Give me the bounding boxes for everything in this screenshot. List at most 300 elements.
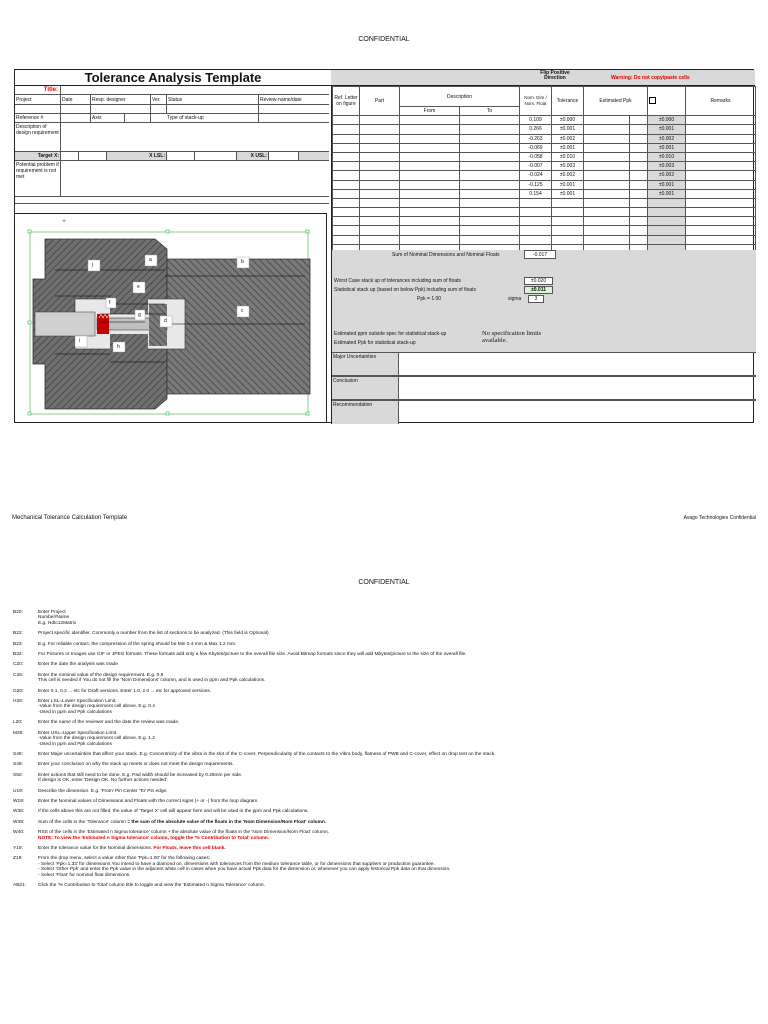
instruction-item bbox=[13, 883, 755, 888]
nom-cell[interactable] bbox=[520, 208, 552, 217]
nom-cell[interactable]: 0.154 bbox=[520, 189, 552, 198]
instructions-list bbox=[13, 610, 755, 893]
remarks-cell[interactable] bbox=[686, 217, 756, 226]
callout-i bbox=[75, 336, 87, 347]
nom-cell[interactable]: 0.266 bbox=[520, 125, 552, 134]
callout-g-label: g bbox=[138, 312, 141, 318]
to-cell[interactable] bbox=[460, 134, 520, 143]
instruction-note: For Floats, leave this cell blank. bbox=[153, 845, 226, 851]
ref-cell[interactable] bbox=[333, 143, 360, 152]
conclusion-input[interactable] bbox=[399, 377, 756, 399]
ppk-cell[interactable] bbox=[584, 217, 648, 226]
instruction-body: Enter the Nominal values of Dimensions and Floats with the correct signs (+ or -) from the loop diagram. bbox=[38, 798, 259, 804]
part-cell[interactable] bbox=[360, 235, 400, 244]
ref-cell[interactable] bbox=[333, 162, 360, 171]
ref-cell[interactable] bbox=[333, 171, 360, 180]
remarks-cell[interactable] bbox=[686, 143, 756, 152]
ppk-cell[interactable] bbox=[584, 134, 648, 143]
instruction-body: Describe the dimension. E.g. 'From' Pin Center 'To' Pin edge. bbox=[38, 788, 168, 794]
to-cell[interactable] bbox=[460, 208, 520, 217]
from-cell[interactable] bbox=[400, 198, 460, 207]
table-row bbox=[333, 116, 756, 125]
sigma-tol-cell[interactable] bbox=[648, 235, 686, 244]
part-cell[interactable] bbox=[360, 134, 400, 143]
nom-cell[interactable] bbox=[520, 226, 552, 235]
spacer-row bbox=[15, 197, 329, 204]
part-cell[interactable] bbox=[360, 217, 400, 226]
ref-cell[interactable] bbox=[333, 134, 360, 143]
instruction-item bbox=[13, 846, 755, 851]
instruction-text bbox=[38, 699, 755, 715]
instruction-item bbox=[13, 662, 755, 667]
from-cell[interactable] bbox=[400, 171, 460, 180]
to-cell[interactable] bbox=[460, 152, 520, 161]
sigma-label: sigma bbox=[508, 296, 522, 302]
reference-input[interactable] bbox=[61, 114, 91, 122]
instruction-body: If the cells above this are not filled, the value of 'Target X' cell will appear here and will be used in the ppm and Ppk calculations. bbox=[38, 809, 309, 815]
remarks-cell[interactable] bbox=[686, 116, 756, 125]
ppk-cell[interactable] bbox=[584, 152, 648, 161]
checkbox-icon[interactable] bbox=[649, 97, 656, 104]
instruction-text bbox=[38, 789, 755, 794]
sigma-tol-cell[interactable] bbox=[648, 198, 686, 207]
tol-cell[interactable] bbox=[552, 235, 584, 244]
reference-label: Reference # bbox=[15, 114, 61, 122]
to-cell[interactable] bbox=[460, 143, 520, 152]
title-label: Title: bbox=[15, 86, 61, 94]
ref-cell[interactable] bbox=[333, 217, 360, 226]
instruction-text bbox=[38, 610, 755, 626]
no-spec-note: No specification limits available. bbox=[482, 330, 542, 344]
designer-input[interactable] bbox=[91, 105, 151, 113]
ppk-select[interactable] bbox=[584, 171, 630, 179]
instruction-text bbox=[38, 752, 755, 757]
table-row bbox=[333, 217, 756, 226]
nom-cell[interactable]: -0.263 bbox=[520, 134, 552, 143]
nom-cell[interactable]: 0.109 bbox=[520, 116, 552, 125]
target-input[interactable] bbox=[61, 152, 79, 160]
to-cell[interactable] bbox=[460, 125, 520, 134]
table-row bbox=[333, 208, 756, 217]
dimension-grid bbox=[332, 86, 756, 254]
tol-cell[interactable]: ±0.001 bbox=[552, 125, 584, 134]
ppk-cell[interactable] bbox=[584, 208, 648, 217]
callout-a-label: a bbox=[149, 257, 152, 263]
instruction-item bbox=[13, 631, 755, 636]
from-cell[interactable] bbox=[400, 208, 460, 217]
sigma-tol-cell[interactable]: ±0.002 bbox=[648, 171, 686, 180]
ppk-select[interactable] bbox=[584, 181, 630, 189]
description-input[interactable] bbox=[61, 123, 329, 151]
type-label: Type of stack-up bbox=[151, 114, 259, 122]
to-cell[interactable] bbox=[460, 171, 520, 180]
instruction-text bbox=[38, 689, 755, 694]
callout-f bbox=[106, 298, 116, 308]
from-cell[interactable] bbox=[400, 116, 460, 125]
from-header: From bbox=[400, 107, 460, 116]
ref-cell[interactable] bbox=[333, 180, 360, 189]
instruction-cell-ref: S49: bbox=[13, 762, 23, 768]
remarks-cell[interactable] bbox=[686, 134, 756, 143]
sigma-tol-cell[interactable]: ±0.001 bbox=[648, 180, 686, 189]
instruction-item bbox=[13, 689, 755, 694]
nom-cell[interactable] bbox=[520, 198, 552, 207]
instruction-text bbox=[38, 799, 755, 804]
ref-cell[interactable] bbox=[333, 152, 360, 161]
sigma-tol-cell[interactable]: ±0.003 bbox=[648, 162, 686, 171]
instruction-text bbox=[38, 830, 755, 841]
instruction-cell-ref: S48: bbox=[13, 751, 23, 757]
part-cell[interactable] bbox=[360, 198, 400, 207]
ppk-select[interactable] bbox=[584, 226, 630, 234]
worst-case-label: Worst Case stack up of tolerances including sum of floats bbox=[334, 278, 461, 284]
table-row bbox=[333, 125, 756, 134]
recommendation-row bbox=[332, 400, 756, 424]
ppk-select[interactable] bbox=[584, 208, 630, 216]
tol-cell[interactable]: ±0.001 bbox=[552, 143, 584, 152]
target-input-2[interactable] bbox=[79, 152, 107, 160]
ppk-select[interactable] bbox=[584, 135, 630, 143]
instruction-cell-ref: U19: bbox=[13, 788, 24, 794]
remarks-cell[interactable] bbox=[686, 162, 756, 171]
to-cell[interactable] bbox=[460, 180, 520, 189]
to-cell[interactable] bbox=[460, 162, 520, 171]
to-cell[interactable] bbox=[460, 235, 520, 244]
table-row bbox=[333, 171, 756, 180]
remarks-cell[interactable] bbox=[686, 171, 756, 180]
instruction-item bbox=[13, 652, 755, 657]
instruction-item bbox=[13, 699, 755, 715]
resp-designer-header: Resp. designer bbox=[91, 95, 151, 104]
potential-row bbox=[15, 161, 329, 197]
callout-j-label: j bbox=[92, 262, 94, 268]
sum-label: Sum of Nominal Dimensions and Nominal Floats bbox=[392, 252, 500, 258]
calculation-area bbox=[332, 250, 756, 352]
instruction-cell-ref: S50: bbox=[13, 772, 23, 778]
instruction-body: Enter the date the analysis was made bbox=[38, 662, 118, 668]
title-input[interactable] bbox=[61, 86, 329, 94]
instruction-cell-ref: W38: bbox=[13, 819, 25, 825]
title-row bbox=[15, 86, 329, 95]
instruction-item bbox=[13, 789, 755, 794]
table-row bbox=[333, 152, 756, 161]
instruction-note: = the sum of the absolute value of the floats in the 'Nom Dimension/Nom Float' column. bbox=[127, 819, 327, 825]
ppk-cell[interactable] bbox=[584, 171, 648, 180]
axis-input[interactable] bbox=[125, 114, 151, 122]
from-cell[interactable] bbox=[400, 226, 460, 235]
ref-cell[interactable] bbox=[333, 226, 360, 235]
from-cell[interactable] bbox=[400, 152, 460, 161]
confidential-header: CONFIDENTIAL bbox=[358, 36, 410, 43]
left-form bbox=[15, 86, 329, 204]
nom-cell[interactable] bbox=[520, 235, 552, 244]
instruction-text bbox=[38, 846, 755, 851]
instruction-cell-ref: B22: bbox=[13, 631, 23, 637]
part-cell[interactable] bbox=[360, 208, 400, 217]
from-cell[interactable] bbox=[400, 125, 460, 134]
xlsl-input-2[interactable] bbox=[195, 152, 237, 160]
ref-cell[interactable] bbox=[333, 235, 360, 244]
status-input[interactable] bbox=[167, 105, 259, 113]
instruction-text bbox=[38, 720, 755, 725]
nom-cell[interactable]: -0.069 bbox=[520, 143, 552, 152]
callout-e-label: e bbox=[137, 284, 140, 290]
ppk-cell[interactable] bbox=[584, 180, 648, 189]
instruction-body: E.g. For reliable contact, the compression of the spring should be Min 0.4 mm & Max 1.2 mm. bbox=[38, 641, 237, 647]
instruction-item bbox=[13, 762, 755, 767]
table-row bbox=[333, 134, 756, 143]
ppk-select[interactable] bbox=[584, 144, 630, 152]
instruction-text bbox=[38, 773, 755, 784]
tol-cell[interactable] bbox=[552, 226, 584, 235]
instruction-text bbox=[38, 631, 755, 636]
ppk-cell[interactable] bbox=[584, 116, 648, 125]
major-uncertainties-input[interactable] bbox=[399, 353, 756, 375]
instruction-item bbox=[13, 830, 755, 841]
ppk-cell[interactable] bbox=[584, 162, 648, 171]
nom-cell[interactable]: -0.024 bbox=[520, 171, 552, 180]
remarks-cell[interactable] bbox=[686, 189, 756, 198]
part-cell[interactable] bbox=[360, 152, 400, 161]
part-cell[interactable] bbox=[360, 162, 400, 171]
instruction-cell-ref: M26: bbox=[13, 730, 24, 736]
ppk-label: Ppk = 1.00 bbox=[417, 296, 442, 302]
to-cell[interactable] bbox=[460, 198, 520, 207]
tol-cell[interactable] bbox=[552, 208, 584, 217]
instruction-body: RSS of the cells in the 'Estimated n Sigma tolerance' column + the absolute value of the floats in the 'Nom Dimension/Nom Float' column. bbox=[38, 830, 329, 836]
footer-right: Avago Technologies Confidential bbox=[683, 515, 756, 521]
ppk-cell[interactable] bbox=[584, 235, 648, 244]
instruction-cell-ref: W40: bbox=[13, 830, 25, 836]
status-header: Status bbox=[167, 95, 259, 104]
callout-f-label: f bbox=[109, 300, 111, 306]
copy-warning: Warning: Do not copy/paste cells bbox=[611, 75, 690, 81]
stackup-picture[interactable] bbox=[15, 213, 327, 423]
sigma-tol-cell[interactable]: ±0.000 bbox=[648, 116, 686, 125]
ppk-cell[interactable] bbox=[584, 226, 648, 235]
instruction-body: Enter the tolerance value for the Nominal dimensions. bbox=[38, 845, 153, 851]
data-rows bbox=[333, 116, 756, 254]
ppk-select[interactable] bbox=[584, 199, 630, 207]
instruction-cell-ref: L20: bbox=[13, 720, 23, 726]
remarks-cell[interactable] bbox=[686, 125, 756, 134]
instruction-body: Enter Project Number/Name E.g. Hdtc12Matrix bbox=[38, 610, 77, 626]
instruction-text bbox=[38, 883, 755, 888]
remarks-cell[interactable] bbox=[686, 180, 756, 189]
date-input[interactable] bbox=[61, 105, 91, 113]
table-header-row bbox=[333, 87, 756, 107]
part-cell[interactable] bbox=[360, 143, 400, 152]
ppk-select[interactable] bbox=[584, 162, 630, 170]
conclusion-label: Conclusion bbox=[332, 377, 399, 399]
remarks-header: Remarks bbox=[686, 87, 756, 116]
tol-cell[interactable] bbox=[552, 217, 584, 226]
instruction-body: Sum of the cells in the 'Tolerance' column bbox=[38, 819, 126, 825]
to-cell[interactable] bbox=[460, 226, 520, 235]
instruction-body: From the drop menu, select a value other than 'Ppk=1.00' for the following cases: - Select 'Ppk=1.33' for dimensions You intend to have a diamond on, dimensions with tolerances from the medium tolerance table, or for dimensions that suppliers or production guarantee. - Select 'Other Ppk' and enter the Ppk value in the adjacent white cell in cases when you have actual Ppk data for the dimension or, whenever you can apply historical Ppk data on that dimension. - Select 'Float' for nominal float dimensions. bbox=[38, 856, 451, 878]
part-cell[interactable] bbox=[360, 180, 400, 189]
xusl-label: X USL: bbox=[237, 152, 269, 160]
instruction-item bbox=[13, 673, 755, 684]
project-input[interactable] bbox=[15, 105, 61, 113]
nom-cell[interactable]: -0.007 bbox=[520, 162, 552, 171]
table-row bbox=[333, 189, 756, 198]
instruction-cell-ref: B23: bbox=[13, 641, 23, 647]
instruction-item bbox=[13, 856, 755, 878]
instruction-item bbox=[13, 773, 755, 784]
flip-positive-direction-header: Flip Positive Direction bbox=[540, 70, 570, 81]
ppk-select[interactable] bbox=[584, 190, 630, 198]
instruction-text bbox=[38, 673, 755, 684]
potential-input[interactable] bbox=[61, 161, 329, 196]
sigma-tol-cell[interactable]: ±0.001 bbox=[648, 125, 686, 134]
tolerance-header: Tolerance bbox=[552, 87, 584, 116]
part-cell[interactable] bbox=[360, 125, 400, 134]
remarks-cell[interactable] bbox=[686, 235, 756, 244]
table-row bbox=[333, 235, 756, 244]
tol-cell[interactable]: ±0.002 bbox=[552, 171, 584, 180]
table-row bbox=[333, 180, 756, 189]
nom-cell[interactable] bbox=[520, 217, 552, 226]
confidential-header-2: CONFIDENTIAL bbox=[358, 579, 410, 586]
ppk-cell[interactable] bbox=[584, 198, 648, 207]
part-cell[interactable] bbox=[360, 226, 400, 235]
target-label: Target X: bbox=[15, 152, 61, 160]
remarks-cell[interactable] bbox=[686, 226, 756, 235]
callout-j bbox=[88, 260, 100, 271]
from-cell[interactable] bbox=[400, 162, 460, 171]
callout-h-label: h bbox=[117, 344, 120, 350]
callout-i-label: i bbox=[79, 338, 81, 344]
to-cell[interactable] bbox=[460, 217, 520, 226]
instruction-body: Enter Major uncertainties that affect your stack. E.g. Concentricity of the vibra in the slot of the C-cover, Perpendicularity of the contacts to the Vibra body, flatness of PWB and C-cover, effect on drop test on the stack. bbox=[38, 751, 496, 757]
from-cell[interactable] bbox=[400, 134, 460, 143]
tol-cell[interactable]: ±0.001 bbox=[552, 189, 584, 198]
from-cell[interactable] bbox=[400, 235, 460, 244]
ppk-select[interactable] bbox=[584, 236, 630, 244]
tolerance-template-sheet bbox=[14, 69, 754, 423]
from-cell[interactable] bbox=[400, 189, 460, 198]
instruction-body: Enter actions that still need to be done. E.g. Pad width should be increased by 0.25mm per side. If design is OK, enter 'Design OK. No further actions needed'. bbox=[38, 772, 243, 784]
remarks-cell[interactable] bbox=[686, 152, 756, 161]
tol-cell[interactable]: ±0.000 bbox=[552, 116, 584, 125]
ppk-select[interactable] bbox=[584, 153, 630, 161]
recommendation-input[interactable] bbox=[399, 401, 756, 424]
from-cell[interactable] bbox=[400, 143, 460, 152]
from-cell[interactable] bbox=[400, 217, 460, 226]
instruction-cell-ref: C26: bbox=[13, 672, 24, 678]
ppk-cell[interactable] bbox=[584, 125, 648, 134]
project-header-row bbox=[15, 95, 329, 105]
remarks-cell[interactable] bbox=[686, 208, 756, 217]
ref-cell[interactable] bbox=[333, 208, 360, 217]
tol-cell[interactable] bbox=[552, 198, 584, 207]
header-strip bbox=[331, 70, 755, 86]
instruction-body: Enter LSL=Lower Specification Limit. -Value from the design requirement cell above. E.g. 0.4 -Used in ppm and Ppk calculations bbox=[38, 699, 155, 715]
tol-cell[interactable]: ±0.003 bbox=[552, 162, 584, 171]
instruction-body: Enter USL=Upper Specification Limit. -Value from the design requirement cell above. E.g. 1.2 -Used in ppm and Ppk calculations bbox=[38, 730, 155, 747]
dimension-table bbox=[331, 86, 755, 424]
instruction-item bbox=[13, 820, 755, 825]
sigma-tol-cell[interactable]: ±0.010 bbox=[648, 152, 686, 161]
instruction-text bbox=[38, 642, 755, 647]
ppk-select[interactable] bbox=[584, 217, 630, 225]
instruction-item bbox=[13, 809, 755, 814]
statistical-label: Statistical stack up (based on below Ppk) including sum of floats bbox=[334, 287, 477, 293]
ref-cell[interactable] bbox=[333, 116, 360, 125]
ref-cell[interactable] bbox=[333, 125, 360, 134]
instruction-cell-ref: Y19: bbox=[13, 845, 23, 851]
instruction-cell-ref: AB21: bbox=[13, 883, 27, 888]
instruction-body: Enter the nominal value of the design requirement. E.g. 0.8 This cell is needed if You do not fill the 'Nom Dimensions' column, and is used in ppm and Ppk calculations. bbox=[38, 672, 266, 684]
xlsl-input[interactable] bbox=[167, 152, 195, 160]
description-label: Description of design requirement bbox=[15, 123, 61, 151]
to-header: To bbox=[460, 107, 520, 116]
ref-letter-header: Ref. Letter on figure bbox=[333, 87, 360, 116]
instruction-cell-ref: W19: bbox=[13, 798, 25, 804]
nom-cell[interactable]: -0.058 bbox=[520, 152, 552, 161]
sigma-input[interactable]: 3 bbox=[528, 295, 544, 303]
from-cell[interactable] bbox=[400, 180, 460, 189]
instruction-cell-ref: G20: bbox=[13, 688, 24, 694]
sigma-tol-cell[interactable] bbox=[648, 226, 686, 235]
ref-cell[interactable] bbox=[333, 189, 360, 198]
type-input[interactable] bbox=[259, 114, 329, 122]
sigma-tol-cell[interactable]: ±0.002 bbox=[648, 134, 686, 143]
contribution-toggle[interactable] bbox=[648, 87, 686, 116]
sigma-tol-cell[interactable]: ±0.001 bbox=[648, 189, 686, 198]
template-title: Tolerance Analysis Template bbox=[15, 70, 331, 86]
connector-cross-section bbox=[15, 214, 327, 424]
recommendation-label: Recommendation bbox=[332, 401, 399, 424]
tol-cell[interactable]: ±0.010 bbox=[552, 152, 584, 161]
instruction-cell-ref: B20: bbox=[13, 610, 23, 615]
part-cell[interactable] bbox=[360, 189, 400, 198]
ref-cell[interactable] bbox=[333, 198, 360, 207]
ppk-cell[interactable] bbox=[584, 143, 648, 152]
xusl-input[interactable] bbox=[269, 152, 299, 160]
to-cell[interactable] bbox=[460, 116, 520, 125]
nom-dim-header: Nom. Dim / Nom. Float bbox=[520, 87, 552, 116]
ppk-select[interactable] bbox=[584, 116, 630, 124]
project-values-row[interactable] bbox=[15, 105, 329, 114]
sigma-tol-cell[interactable] bbox=[648, 217, 686, 226]
review-input[interactable] bbox=[259, 105, 329, 113]
nom-cell[interactable]: -0.125 bbox=[520, 180, 552, 189]
instruction-item bbox=[13, 720, 755, 725]
review-header: Review-name/date bbox=[260, 97, 302, 103]
instruction-cell-ref: C20: bbox=[13, 662, 24, 668]
instruction-cell-ref: B32: bbox=[13, 652, 23, 658]
ppk-stat-label: Estimated Ppk for statistical stack-up bbox=[334, 340, 416, 346]
ppk-select[interactable] bbox=[584, 125, 630, 133]
to-cell[interactable] bbox=[460, 189, 520, 198]
tol-cell[interactable]: ±0.001 bbox=[552, 180, 584, 189]
part-cell[interactable] bbox=[360, 171, 400, 180]
instruction-item bbox=[13, 731, 755, 747]
description-row bbox=[15, 123, 329, 152]
ppk-cell[interactable] bbox=[584, 189, 648, 198]
worst-case-value: ±0.020 bbox=[524, 277, 553, 285]
instruction-text bbox=[38, 662, 755, 667]
instruction-text bbox=[38, 762, 755, 767]
tol-cell[interactable]: ±0.002 bbox=[552, 134, 584, 143]
remarks-cell[interactable] bbox=[686, 198, 756, 207]
sigma-tol-cell[interactable] bbox=[648, 208, 686, 217]
sigma-tol-cell[interactable]: ±0.001 bbox=[648, 143, 686, 152]
part-cell[interactable] bbox=[360, 116, 400, 125]
version-input[interactable] bbox=[151, 105, 167, 113]
